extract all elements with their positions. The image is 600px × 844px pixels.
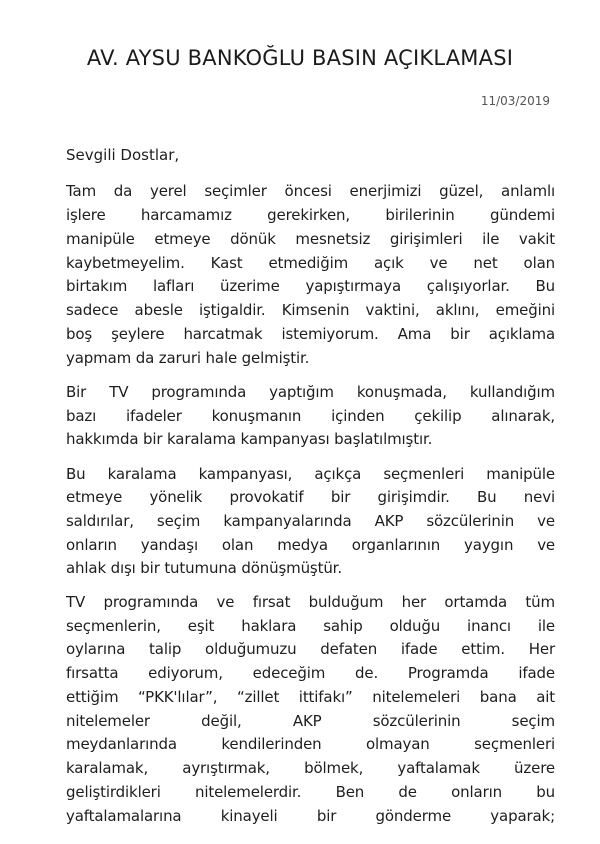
paragraph-line: etmeye yönelik provokatif bir girişimdir. Bu nevi bbox=[66, 488, 555, 506]
paragraph-line: bazı ifadeler konuşmanın içinden çekilip alınarak, bbox=[66, 407, 555, 425]
paragraph-line: kaybetmeyelim. Kast etmediğim açık ve net olan bbox=[66, 254, 555, 272]
paragraph-line: oylarına talip olduğumuzu defaten ifade ettim. Her bbox=[66, 640, 555, 658]
salutation: Sevgili Dostlar, bbox=[66, 146, 180, 164]
paragraph-line: manipüle etmeye dönük mesnetsiz girişimleri ile vakit bbox=[66, 230, 555, 248]
paragraph-line: Bu karalama kampanyası, açıkça seçmenleri manipüle bbox=[66, 465, 555, 483]
paragraph-line: ettiğim “PKK'lılar”, “zillet ittifakı” nitelemeleri bana ait bbox=[66, 688, 555, 706]
paragraph-line: fırsatta ediyorum, edeceğim de. Programda ifade bbox=[66, 664, 555, 682]
paragraph-line: TV programında ve fırsat bulduğum her ortamda tüm bbox=[66, 593, 555, 611]
paragraph-line: onların yandaşı olan medya organlarının yaygın ve bbox=[66, 536, 555, 554]
paragraph-line: sadece abesle iştigaldir. Kimsenin vaktini, aklını, emeğini bbox=[66, 301, 555, 319]
paragraph-line: işlere harcamamız gerekirken, birilerinin gündemi bbox=[66, 206, 555, 224]
paragraph-line: yapmam da zaruri hale gelmiştir. bbox=[66, 349, 310, 367]
paragraph-line: Bir TV programında yaptığım konuşmada, kullandığım bbox=[66, 383, 555, 401]
paragraph-line: yaftalamalarına kinayeli bir gönderme yaparak; bbox=[66, 807, 555, 825]
paragraph-line: Tam da yerel seçimler öncesi enerjimizi güzel, anlamlı bbox=[66, 182, 555, 200]
paragraph-line: ahlak dışı bir tutumuna dönüşmüştür. bbox=[66, 559, 342, 577]
paragraph-line: hakkımda bir karalama kampanyası başlatılmıştır. bbox=[66, 430, 433, 448]
paragraph-line: seçmenlerin, eşit haklara sahip olduğu inancı ile bbox=[66, 617, 555, 635]
paragraph-line: nitelemeler değil, AKP sözcülerinin seçim bbox=[66, 712, 555, 730]
paragraph-line: geliştirdikleri nitelemelerdir. Ben de onların bu bbox=[66, 783, 555, 801]
document-title: AV. AYSU BANKOĞLU BASIN AÇIKLAMASI bbox=[86, 46, 514, 70]
paragraph-line: karalamak, ayrıştırmak, bölmek, yaftalamak üzere bbox=[66, 759, 555, 777]
paragraph-line: birtakım lafları üzerime yapıştırmaya çalışıyorlar. Bu bbox=[66, 277, 555, 295]
paragraph-line: meydanlarında kendilerinden olmayan seçmenleri bbox=[66, 735, 555, 753]
paragraph-line: saldırılar, seçim kampanyalarında AKP sözcülerinin ve bbox=[66, 512, 555, 530]
document-date: 11/03/2019 bbox=[480, 94, 550, 108]
paragraph-line: boş şeylere harcatmak istemiyorum. Ama bir açıklama bbox=[66, 325, 555, 343]
